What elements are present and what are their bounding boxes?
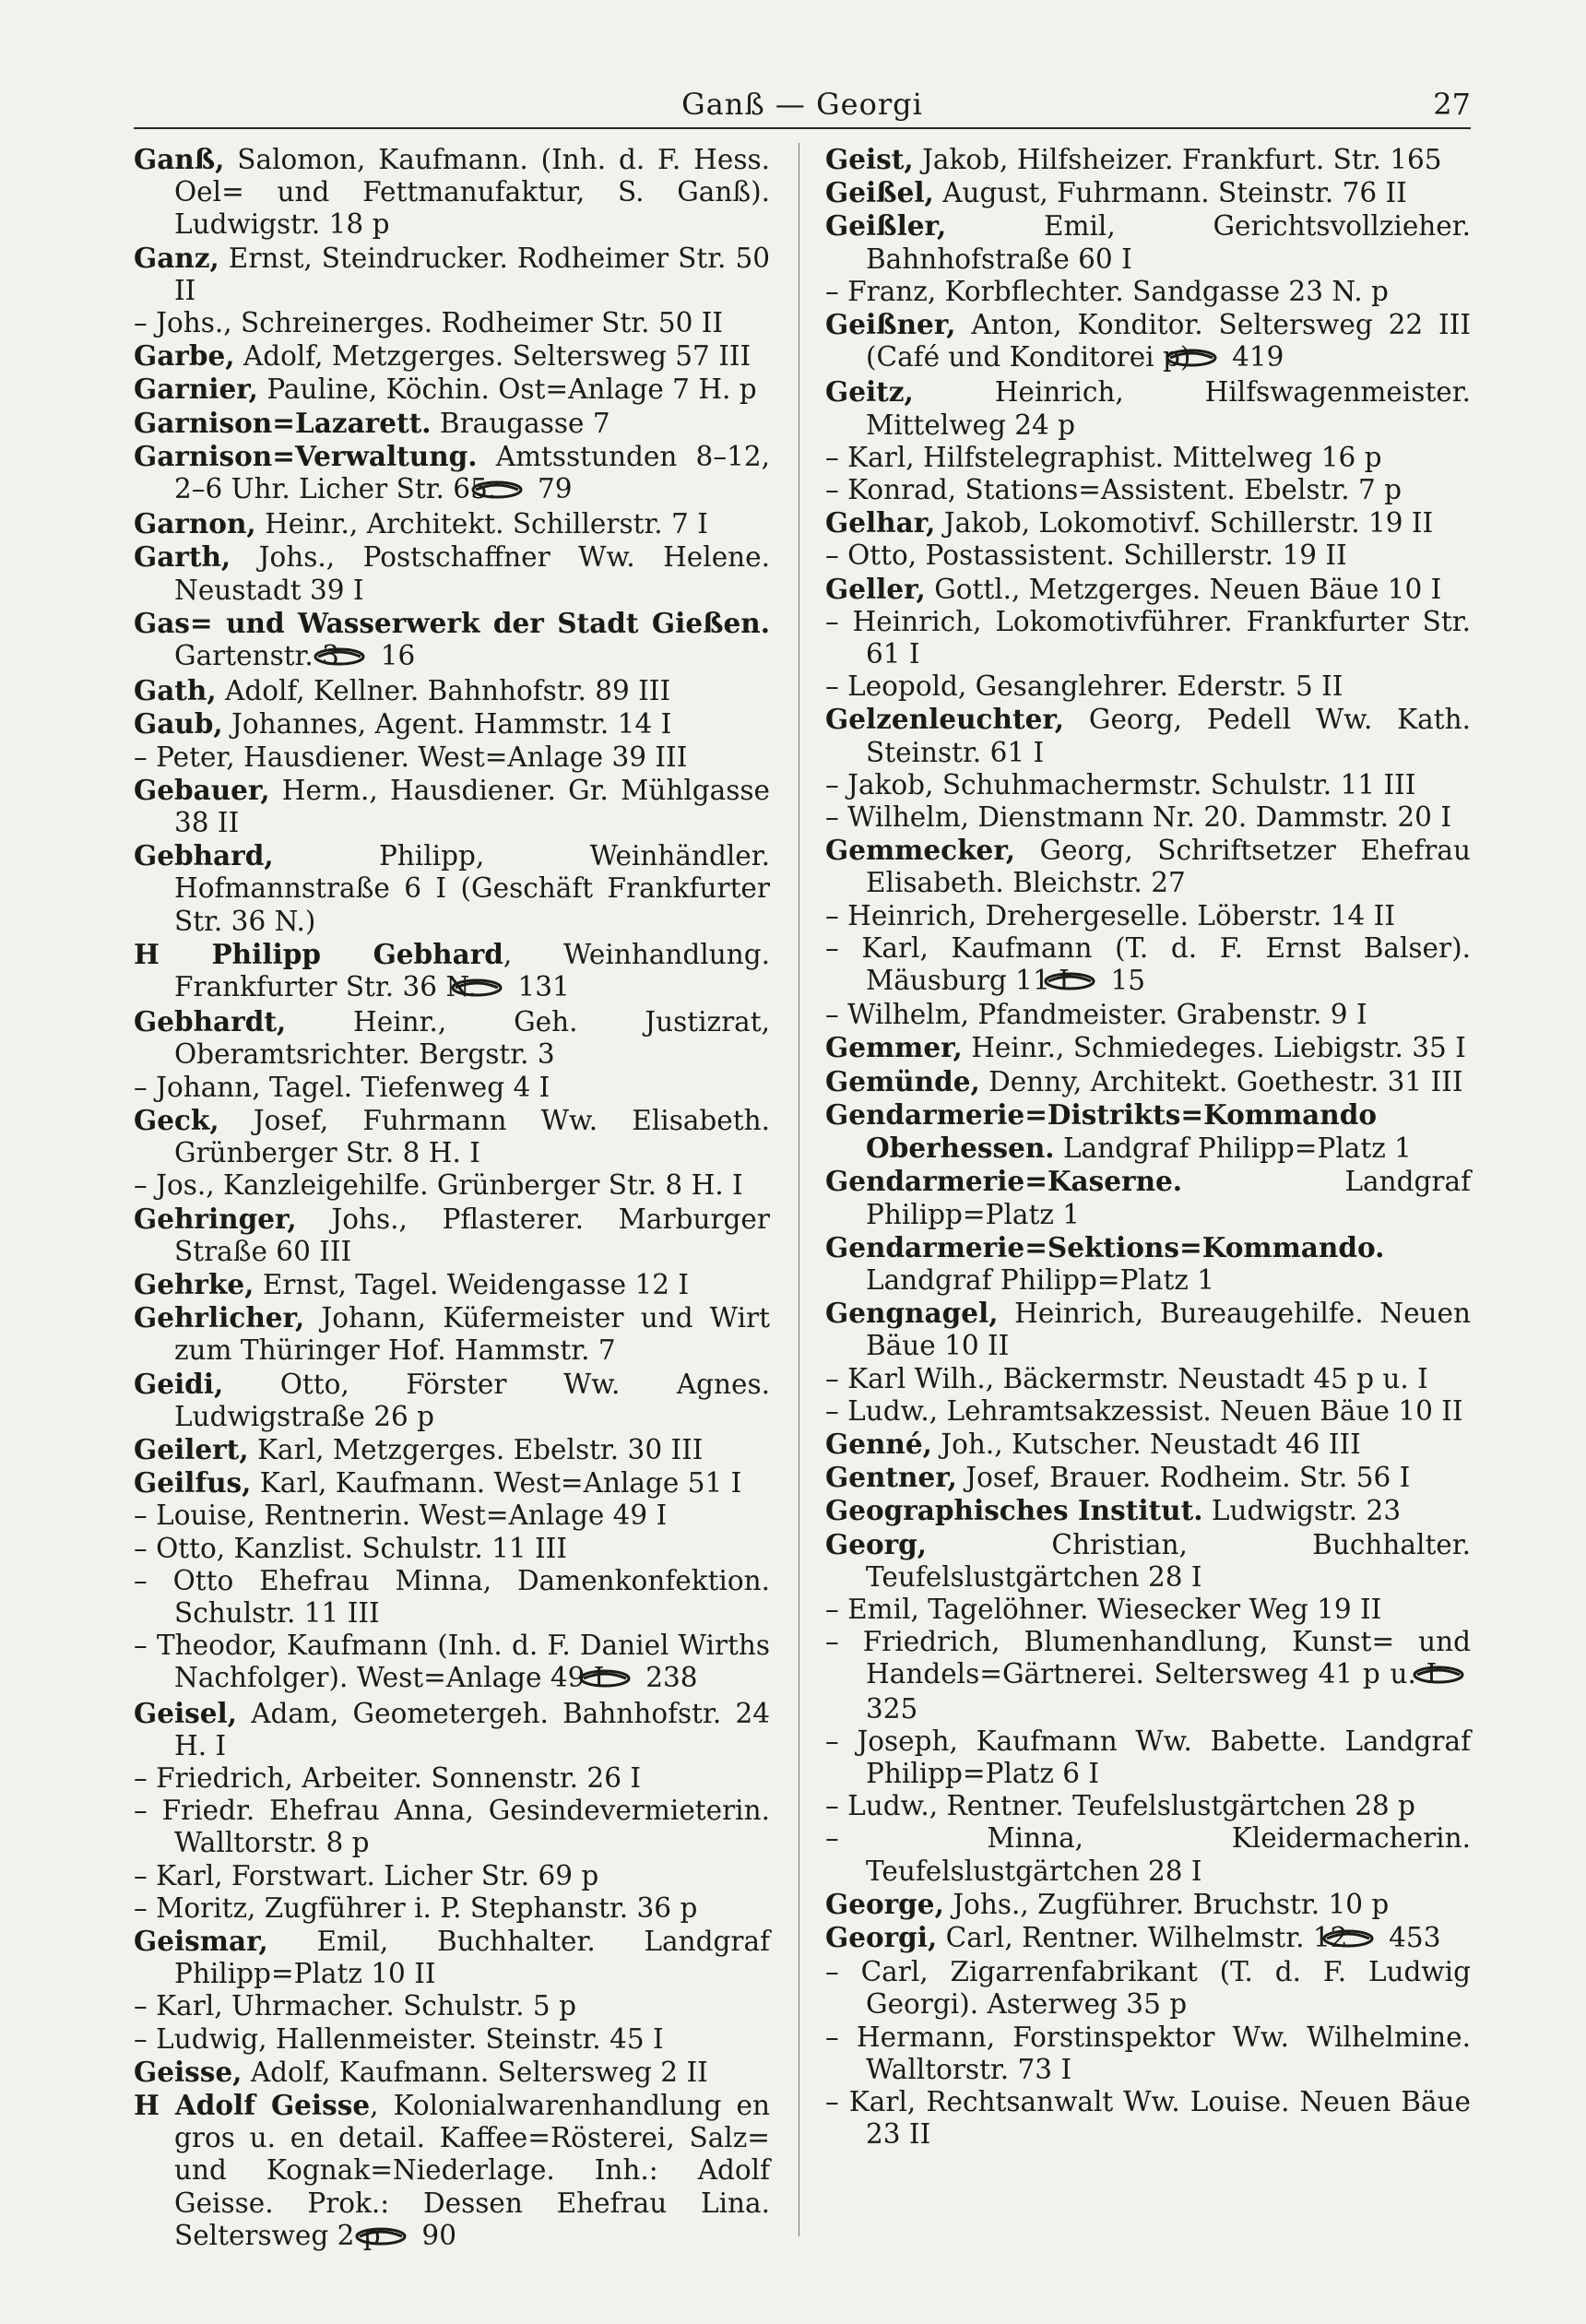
directory-entry: Garnon, Heinr., Architekt. Schillerstr. 7 I: [134, 507, 708, 540]
directory-entry: Geißel, August, Fuhrmann. Steinstr. 76 II: [825, 176, 1407, 209]
page-number: 27: [1433, 87, 1471, 122]
directory-entry: – Friedrich, Blumenhandlung, Kunst= und Handels=Gärtnerei. Seltersweg 41 p u. I 325: [825, 1626, 1471, 1725]
directory-entry: Geitz, Heinrich, Hilfswagenmeister. Mittelweg 24 p: [825, 375, 1471, 441]
directory-entry: – Wilhelm, Pfandmeister. Grabenstr. 9 I: [825, 999, 1367, 1031]
directory-entry: Garnison=Lazarett. Braugasse 7: [134, 406, 610, 439]
directory-entry: – Franz, Korbflechter. Sandgasse 23 N. p: [825, 275, 1389, 307]
directory-entry: – Carl, Zigarrenfabrikant (T. d. F. Ludwig Georgi). Asterweg 35 p: [825, 1956, 1471, 2021]
directory-entry: Geißner, Anton, Konditor. Seltersweg 22 III (Café und Konditorei p) 419: [825, 308, 1471, 375]
directory-entry: Garnison=Verwaltung. Amtsstunden 8–12, 2–6 Uhr. Licher Str. 65. 79: [134, 440, 770, 507]
directory-entry: – Konrad, Stations=Assistent. Ebelstr. 7 p: [825, 474, 1403, 506]
directory-entry: Gengnagel, Heinrich, Bureaugehilfe. Neuen Bäue 10 II: [825, 1297, 1471, 1362]
directory-entry: Gentner, Josef, Brauer. Rodheim. Str. 56 I: [825, 1461, 1411, 1494]
directory-entry: – Ludwig, Hallenmeister. Steinstr. 45 I: [134, 2022, 664, 2055]
directory-entry: – Karl Wilh., Bäckermstr. Neustadt 45 p u. I: [825, 1362, 1428, 1394]
directory-entry: Ganz, Ernst, Steindrucker. Rodheimer Str. 50 II: [134, 241, 770, 306]
directory-entry: – Karl, Kaufmann (T. d. F. Ernst Balser). Mäusburg 11 I 15: [825, 932, 1471, 999]
directory-entry: – Heinrich, Lokomotivführer. Frankfurter Str. 61 I: [825, 605, 1471, 670]
directory-entry: Geist, Jakob, Hilfsheizer. Frankfurt. Str. 165: [825, 143, 1442, 175]
directory-entry: Geographisches Institut. Ludwigstr. 23: [825, 1494, 1402, 1527]
directory-entry: – Johs., Schreinerges. Rodheimer Str. 50 II: [134, 307, 724, 339]
directory-entry: – Karl, Hilfstelegraphist. Mittelweg 16 p: [825, 441, 1382, 473]
telephone-icon: [1452, 1660, 1465, 1692]
directory-entry: – Wilhelm, Dienstmann Nr. 20. Dammstr. 20 I: [825, 801, 1451, 834]
directory-entry: – Otto Ehefrau Minna, Damenkonfektion. Schulstr. 11 III: [134, 1564, 770, 1629]
directory-entry: Gaub, Johannes, Agent. Hammstr. 14 I: [134, 707, 672, 741]
directory-entry: Gebhardt, Heinr., Geh. Justizrat, Oberamtsrichter. Bergstr. 3: [134, 1005, 770, 1071]
directory-entry: – Karl, Forstwart. Licher Str. 69 p: [134, 1859, 599, 1891]
telephone-icon: [1362, 1924, 1375, 1956]
directory-entry: Gebhard, Philipp, Weinhändler. Hofmannstraße 6 I (Geschäft Frankfurter Str. 36 N.): [134, 839, 770, 937]
directory-entry: Geilfus, Karl, Kaufmann. West=Anlage 51 I: [134, 1466, 742, 1500]
directory-entry: H Adolf Geisse, Kolonialwarenhandlung en gros u. en detail. Kaffee=Rösterei, Salz= und Kognak=Niederlage. Inh.: Adolf Geisse. Prok.: Dessen Ehefrau Lina. Seltersweg 2 p 90: [134, 2089, 770, 2254]
directory-entry: – Theodor, Kaufmann (Inh. d. F. Daniel Wirths Nachfolger). West=Anlage 49 I 238: [134, 1630, 770, 1696]
directory-entry: – Ludw., Lehramtsakzessist. Neuen Bäue 10 II: [825, 1394, 1463, 1427]
directory-entry: Gemmecker, Georg, Schriftsetzer Ehefrau Elisabeth. Bleichstr. 27: [825, 834, 1471, 899]
directory-entry: Garth, Johs., Postschaffner Ww. Helene. Neustadt 39 I: [134, 540, 770, 606]
directory-entry: Ganß, Salomon, Kaufmann. (Inh. d. F. Hess. Oel= und Fettmanufaktur, S. Ganß). Ludwigstr. 18 p: [134, 143, 770, 241]
directory-entry: – Otto, Kanzlist. Schulstr. 11 III: [134, 1532, 567, 1564]
directory-entry: Genné, Joh., Kutscher. Neustadt 46 III: [825, 1427, 1361, 1460]
directory-entry: Gendarmerie=Distrikts=Kommando Oberhessen. Landgraf Philipp=Platz 1: [825, 1097, 1412, 1165]
directory-entry: – Johann, Tagel. Tiefenweg 4 I: [134, 1071, 550, 1103]
directory-entry: – Karl, Uhrmacher. Schulstr. 5 p: [134, 1990, 576, 2022]
directory-entry: – Karl, Rechtsanwalt Ww. Louise. Neuen Bäue 23 II: [825, 2085, 1471, 2151]
directory-entry: Gendarmerie=Kaserne. Landgraf Philipp=Platz 1: [825, 1165, 1471, 1230]
telephone-icon: [395, 2222, 408, 2254]
telephone-icon: [491, 973, 503, 1005]
directory-entry: – Peter, Hausdiener. West=Anlage 39 III: [134, 741, 688, 773]
directory-entry: Gemünde, Denny, Architekt. Goethestr. 31 III: [825, 1064, 1463, 1097]
directory-entry: – Ludw., Rentner. Teufelslustgärtchen 28 p: [825, 1790, 1415, 1822]
directory-entry: – Louise, Rentnerin. West=Anlage 49 I: [134, 1500, 668, 1532]
directory-entry: – Friedr. Ehefrau Anna, Gesindevermieterin. Walltorstr. 8 p: [134, 1795, 770, 1859]
left-column: [134, 143, 770, 2254]
directory-entry: – Hermann, Forstinspektor Ww. Wilhelmine. Walltorstr. 73 I: [825, 2021, 1471, 2085]
telephone-icon: [1083, 966, 1096, 999]
directory-entry: Gebauer, Herm., Hausdiener. Gr. Mühlgasse 38 II: [134, 773, 770, 839]
telephone-icon: [1205, 343, 1218, 375]
directory-entry: – Emil, Tagelöhner. Wiesecker Weg 19 II: [825, 1593, 1382, 1625]
telephone-icon: [619, 1664, 632, 1696]
directory-entry: – Heinrich, Drehergeselle. Löberstr. 14 II: [825, 899, 1395, 931]
directory-entry: Georg, Christian, Buchhalter. Teufelslustgärtchen 28 I: [825, 1527, 1471, 1593]
directory-entry: Gath, Adolf, Kellner. Bahnhofstr. 89 III: [134, 674, 671, 707]
directory-entry: Geck, Josef, Fuhrmann Ww. Elisabeth. Grünberger Str. 8 H. I: [134, 1103, 770, 1169]
telephone-icon: [353, 642, 366, 674]
directory-entry: Geißler, Emil, Gerichtsvollzieher. Bahnhofstraße 60 I: [825, 209, 1471, 275]
directory-entry: Georgi, Carl, Rentner. Wilhelmstr. 12 453: [825, 1921, 1471, 1956]
directory-entry: Gehrke, Ernst, Tagel. Weidengasse 12 I: [134, 1267, 690, 1300]
page-header: [134, 83, 1471, 129]
directory-entry: H Philipp Gebhard, Weinhandlung. Frankfurter Str. 36 N. 131: [134, 938, 770, 1005]
directory-entry: – Moritz, Zugführer i. P. Stephanstr. 36 p: [134, 1891, 698, 1924]
directory-entry: Geismar, Emil, Buchhalter. Landgraf Philipp=Platz 10 II: [134, 1924, 770, 1990]
directory-entry: Geller, Gottl., Metzgerges. Neuen Bäue 10 I: [825, 572, 1442, 605]
directory-entry: – Otto, Postassistent. Schillerstr. 19 II: [825, 540, 1347, 572]
directory-entry: – Jakob, Schuhmachermstr. Schulstr. 11 III: [825, 768, 1416, 800]
directory-entry: – Jos., Kanzleigehilfe. Grünberger Str. 8 H. I: [134, 1169, 743, 1202]
directory-entry: George, Johs., Zugführer. Bruchstr. 10 p: [825, 1887, 1390, 1920]
telephone-icon: [511, 475, 524, 507]
directory-entry: – Friedrich, Arbeiter. Sonnenstr. 26 I: [134, 1761, 641, 1794]
directory-entry: Gemmer, Heinr., Schmiedeges. Liebigstr. 35 I: [825, 1031, 1466, 1064]
directory-entry: Geidi, Otto, Förster Ww. Agnes. Ludwigstraße 26 p: [134, 1367, 770, 1432]
directory-entry: Gelhar, Jakob, Lokomotivf. Schillerstr. 19 II: [825, 506, 1434, 540]
directory-entry: – Minna, Kleidermacherin. Teufelslustgärtchen 28 I: [825, 1822, 1471, 1887]
right-column: [825, 143, 1471, 2151]
directory-entry: Gehringer, Johs., Pflasterer. Marburger Straße 60 III: [134, 1202, 770, 1267]
directory-entry: Gas= und Wasserwerk der Stadt Gießen. Gartenstr. 3 16: [134, 607, 770, 674]
directory-entry: Gehrlicher, Johann, Küfermeister und Wirt zum Thüringer Hof. Hammstr. 7: [134, 1301, 770, 1367]
directory-entry: Gendarmerie=Sektions=Kommando. Landgraf Philipp=Platz 1: [825, 1230, 1385, 1296]
directory-entry: Geisel, Adam, Geometergeh. Bahnhofstr. 24 H. I: [134, 1696, 770, 1761]
running-head: Ganß — Georgi: [681, 87, 923, 122]
directory-entry: Garnier, Pauline, Köchin. Ost=Anlage 7 H. p: [134, 373, 757, 406]
directory-entry: Garbe, Adolf, Metzgerges. Seltersweg 57 III: [134, 339, 752, 373]
directory-entry: Geisse, Adolf, Kaufmann. Seltersweg 2 II: [134, 2055, 708, 2088]
directory-entry: – Joseph, Kaufmann Ww. Babette. Landgraf Philipp=Platz 6 I: [825, 1725, 1471, 1789]
directory-entry: Gelzenleuchter, Georg, Pedell Ww. Kath. Steinstr. 61 I: [825, 703, 1471, 768]
directory-entry: Geilert, Karl, Metzgerges. Ebelstr. 30 III: [134, 1432, 704, 1465]
directory-entry: – Leopold, Gesanglehrer. Ederstr. 5 II: [825, 670, 1343, 703]
